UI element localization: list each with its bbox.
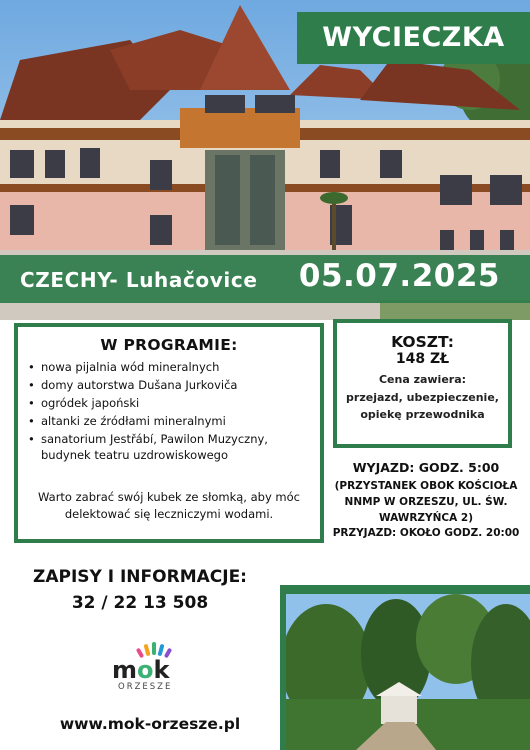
program-item: • nowa pijalnia wód mineralnych bbox=[28, 359, 320, 375]
departure-time: WYJAZD: GODZ. 5:00 bbox=[352, 460, 500, 475]
trip-date: 05.07.2025 bbox=[298, 258, 500, 294]
cost-label: KOSZT: bbox=[391, 333, 454, 351]
arrival-time: PRZYJAZD: OKOŁO GODZ. 20:00 bbox=[332, 527, 520, 539]
program-box bbox=[14, 323, 324, 543]
cost-includes-label: Cena zawiera: bbox=[378, 373, 467, 386]
destination-title: CZECHY- Luhačovice bbox=[20, 268, 258, 292]
program-title: W PROGRAMIE: bbox=[100, 336, 238, 354]
program-item: • sanatorium Jestřábí, Pawilon Muzyczny, budynek teatru uzdrowiskowego bbox=[28, 431, 320, 463]
program-note: Warto zabrać swój kubek ze słomką, aby móc delektować się leczniczymi wodami. bbox=[38, 490, 300, 521]
program-item: • altanki ze źródłami mineralnymi bbox=[28, 413, 320, 429]
park-pavilion-illustration bbox=[286, 594, 530, 750]
mok-logo bbox=[112, 648, 202, 696]
registration-phone[interactable]: 32 / 22 13 508 bbox=[71, 593, 209, 613]
park-photo-frame bbox=[280, 585, 530, 750]
departure-place: (PRZYSTANEK OBOK KOŚCIOŁA NNMP W ORZESZU, UL. ŚW. WAWRZYŃCA 2) bbox=[334, 480, 518, 524]
program-list bbox=[18, 359, 320, 463]
cost-amount: 148 ZŁ bbox=[395, 351, 450, 367]
logo-subtitle: ORZESZE bbox=[118, 682, 173, 692]
cost-includes: przejazd, ubezpieczenie, opiekę przewodnika bbox=[346, 391, 499, 421]
cost-box bbox=[333, 319, 512, 448]
logo-letters: mok bbox=[112, 656, 170, 684]
departure-info bbox=[326, 460, 526, 539]
website-link[interactable]: www.mok-orzesze.pl bbox=[59, 715, 241, 733]
registration-title: ZAPISY I INFORMACJE: bbox=[33, 567, 247, 587]
program-item: • ogródek japoński bbox=[28, 395, 320, 411]
trip-badge: WYCIECZKA bbox=[297, 12, 530, 64]
program-item: • domy autorstwa Dušana Jurkoviča bbox=[28, 377, 320, 393]
